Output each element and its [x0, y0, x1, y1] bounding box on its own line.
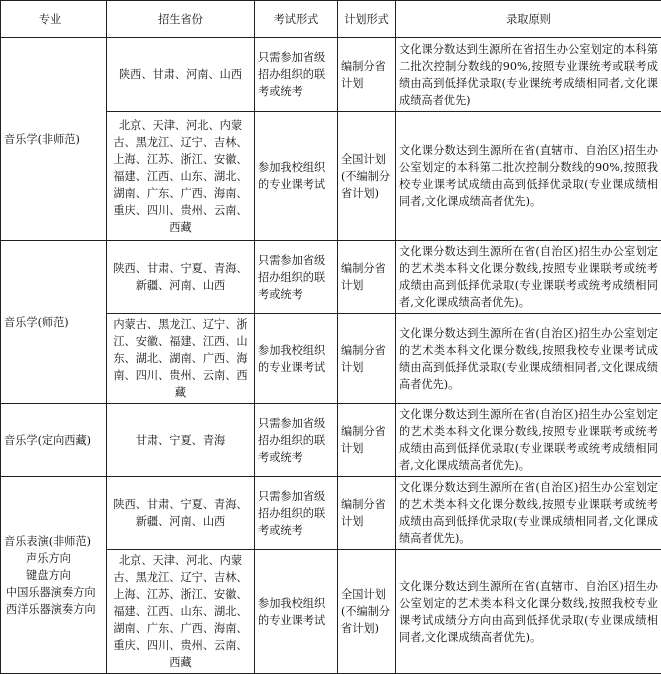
- plan-cell: 编制分省计划: [338, 314, 396, 404]
- header-plan-form: 计划形式: [338, 1, 396, 38]
- major-direction: 西洋乐器演奏方向: [4, 601, 103, 618]
- plan-cell: 编制分省计划: [338, 477, 396, 550]
- header-provinces: 招生省份: [107, 1, 255, 38]
- exam-cell: 只需参加省级招办组织的联考或统考: [255, 241, 338, 314]
- header-row: [1, 1, 661, 38]
- major-cell: [1, 477, 107, 674]
- provinces-cell: 陕西、甘肃、宁夏、青海、新疆、河南、山西: [107, 477, 255, 550]
- table-row: [1, 241, 661, 314]
- header-major: 专业: [1, 1, 107, 38]
- plan-cell: 编制分省计划: [338, 241, 396, 314]
- exam-cell: 参加我校组织的专业课考试: [255, 314, 338, 404]
- major-direction: 中国乐器演奏方向: [4, 584, 103, 601]
- exam-cell: 只需参加省级招办组织的联考或统考: [255, 38, 338, 112]
- major-cell: 音乐学(非师范): [1, 38, 107, 241]
- provinces-cell: 北京、天津、河北、内蒙古、黑龙江、辽宁、吉林、上海、江苏、浙江、安徽、福建、江西、山东、湖北、湖南、广东、广西、海南、重庆、四川、贵州、云南、西藏: [107, 112, 255, 241]
- major-direction: 键盘方向: [4, 567, 103, 584]
- major-cell: 音乐学(定向西藏): [1, 404, 107, 477]
- table-row: [1, 404, 661, 477]
- exam-cell: 参加我校组织的专业课考试: [255, 112, 338, 241]
- major-name: 音乐表演(非师范): [4, 533, 103, 550]
- provinces-cell: 北京、天津、河北、内蒙古、黑龙江、辽宁、吉林、上海、江苏、浙江、安徽、福建、江西、山东、湖北、湖南、广东、广西、海南、重庆、四川、贵州、云南、西藏: [107, 550, 255, 674]
- table-row: [1, 477, 661, 550]
- major-cell: 音乐学(师范): [1, 241, 107, 404]
- plan-cell: 编制分省计划: [338, 38, 396, 112]
- provinces-cell: 内蒙古、黑龙江、辽宁、浙江、安徽、福建、江西、山东、湖北、湖南、广西、海南、四川、贵州、云南、西藏: [107, 314, 255, 404]
- provinces-cell: 甘肃、宁夏、青海: [107, 404, 255, 477]
- rule-cell: 文化课分数达到生源所在省(自治区)招生办公室划定的艺术类本科文化课分数线,按照专业课联考或统考成绩由高到低择优录取(专业课联考或统考成绩相同者,文化课成绩高者优先)。: [396, 404, 661, 477]
- table-row: [1, 38, 661, 112]
- rule-cell: 文化课分数达到生源所在省(直辖市、自治区)招生办公室划定的艺术类本科文化课分数线,按照我校专业课考试成绩分方向由高到低择优录取(专业课成绩相同者,文化课成绩高者优先)。: [396, 550, 661, 674]
- provinces-cell: 陕西、甘肃、河南、山西: [107, 38, 255, 112]
- header-admission-rule: 录取原则: [396, 1, 661, 38]
- exam-cell: 参加我校组织的专业课考试: [255, 550, 338, 674]
- exam-cell: 只需参加省级招办组织的联考或统考: [255, 404, 338, 477]
- major-direction: 声乐方向: [4, 550, 103, 567]
- rule-cell: 文化课分数达到生源所在省(自治区)招生办公室划定的艺术类本科文化课分数线,按照我校专业课考试成绩由高到低择优录取(专业课成绩相同者,文化课成绩高者优先)。: [396, 314, 661, 404]
- rule-cell: 文化课分数达到生源所在省(自治区)招生办公室划定的艺术类本科文化课分数线,按照专业课联考或统考成绩由高到低择优录取(专业课成绩相同者,文化课成绩高者优先)。: [396, 477, 661, 550]
- exam-cell: 只需参加省级招办组织的联考或统考: [255, 477, 338, 550]
- rule-cell: 文化课分数达到生源所在省(自治区)招生办公室划定的艺术类本科文化课分数线,按照专业课联考或统考成绩由高到低择优录取(专业课联考或统考成绩相同者,文化课成绩高者优先)。: [396, 241, 661, 314]
- provinces-cell: 陕西、甘肃、宁夏、青海、新疆、河南、山西: [107, 241, 255, 314]
- header-exam-form: 考试形式: [255, 1, 338, 38]
- plan-cell: 全国计划(不编制分省计划): [338, 112, 396, 241]
- rule-cell: 文化课分数达到生源所在省招生办公室划定的本科第二批次控制分数线的90%,按照专业课统考或联考成绩由高到低择优录取(专业课统考成绩相同者,文化课成绩高者优先): [396, 38, 661, 112]
- rule-cell: 文化课分数达到生源所在省(直辖市、自治区)招生办公室划定的本科第二批次控制分数线的90%,按照我校专业课考试成绩由高到低择优录取(专业课成绩相同者,文化课成绩高者优先)。: [396, 112, 661, 241]
- plan-cell: 全国计划(不编制分省计划): [338, 550, 396, 674]
- plan-cell: 编制分省计划: [338, 404, 396, 477]
